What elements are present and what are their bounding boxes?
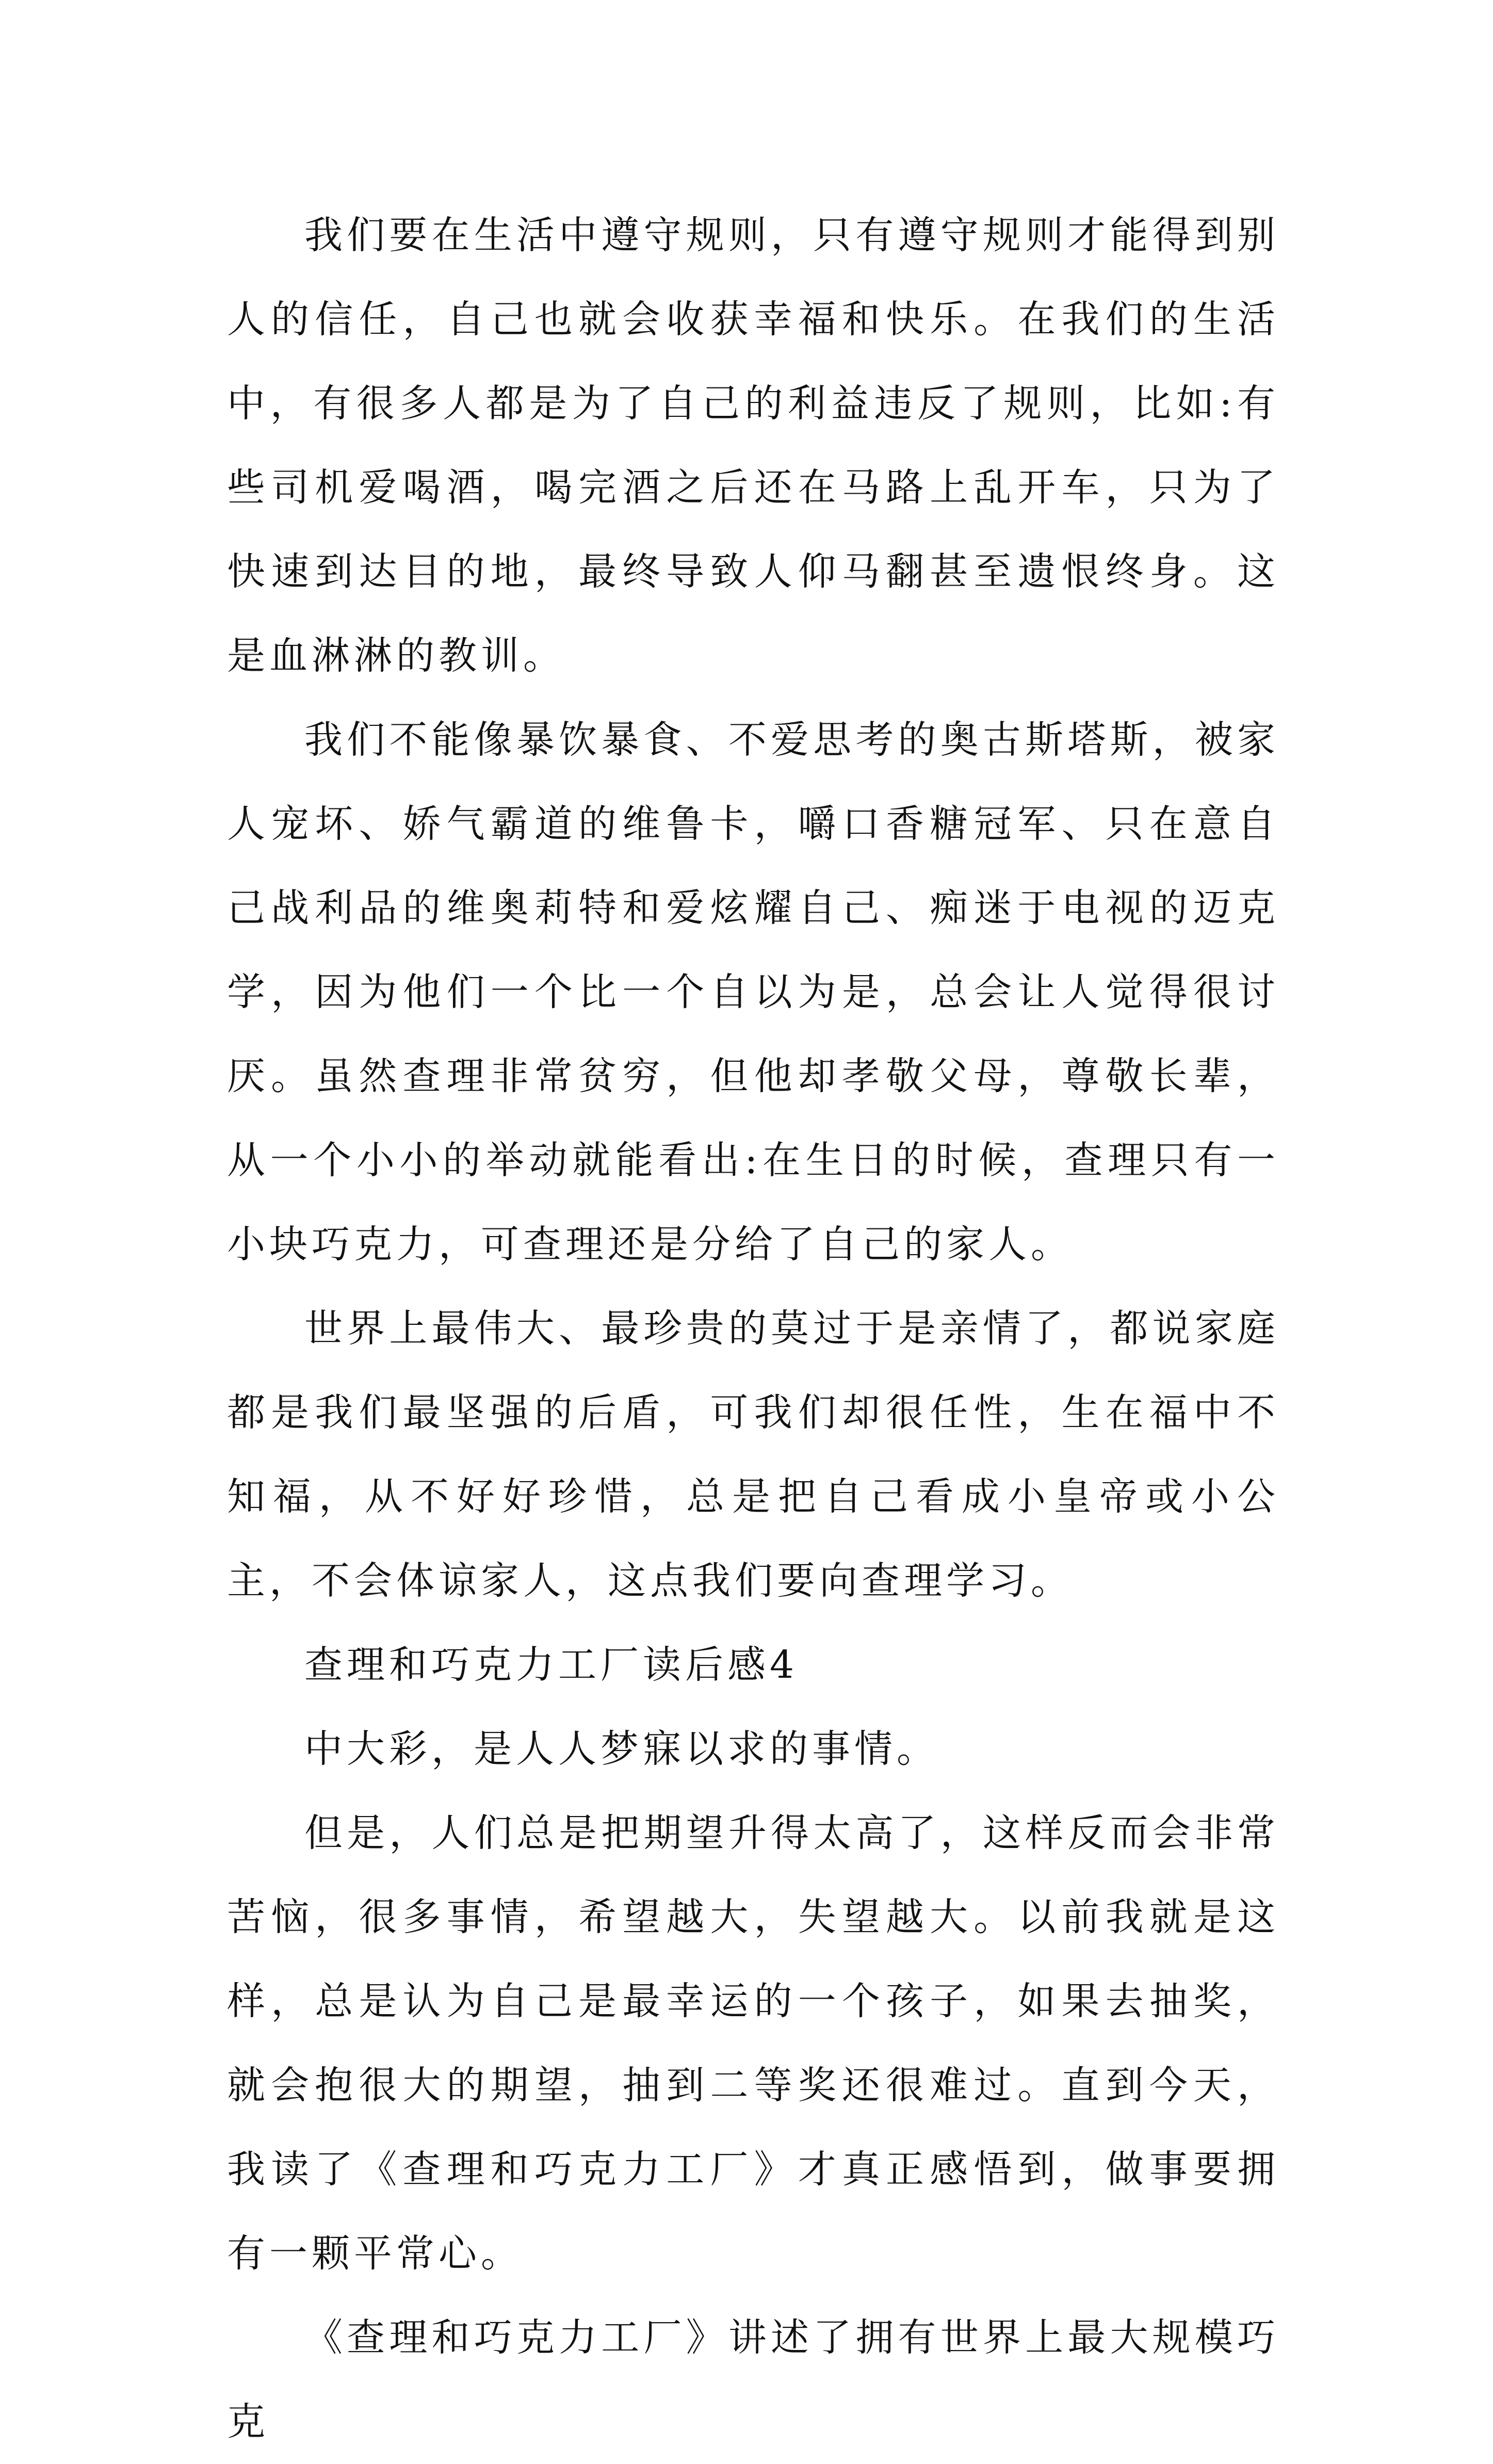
paragraph-characters: 我们不能像暴饮暴食、不爱思考的奥古斯塔斯，被家人宠坏、娇气霸道的维鲁卡，嚼口香糖冠军、只在意自己战利品的维奥莉特和爱炫耀自己、痴迷于电视的迈克学，因为他们一个比一个自以为是，总会让人觉得很讨厌。虽然查理非常贫穷，但他却孝敬父母，尊敬长辈，从一个小小的举动就能看出:在生日的时候，查理只有一小块巧克力，可查理还是分给了自己的家人。 — [227, 718, 1279, 1267]
body-text — [227, 193, 1279, 2464]
paragraph-family: 世界上最伟大、最珍贵的莫过于是亲情了，都说家庭都是我们最坚强的后盾，可我们却很任性，生在福中不知福，从不好好珍惜，总是把自己看成小皇帝或小公主，不会体谅家人，这点我们要向查理学习。 — [227, 1306, 1279, 1603]
section-heading: 查理和巧克力工厂读后感4 — [304, 1643, 799, 1687]
paragraph-lottery: 中大彩，是人人梦寐以求的事情。 — [304, 1727, 939, 1771]
paragraph-rules: 我们要在生活中遵守规则，只有遵守规则才能得到别人的信任，自己也就会收获幸福和快乐。在我们的生活中，有很多人都是为了自己的利益违反了规则，比如:有些司机爱喝酒，喝完酒之后还在马路上乱开车，只为了快速到达目的地，最终导致人仰马翻甚至遗恨终身。这是血淋淋的教训。 — [227, 213, 1279, 678]
paragraph-book-intro: 《查理和巧克力工厂》讲述了拥有世界上最大规模巧克 — [227, 2315, 1279, 2444]
paragraph-expectations: 但是，人们总是把期望升得太高了，这样反而会非常苦恼，很多事情，希望越大，失望越大。以前我就是这样，总是认为自己是最幸运的一个孩子，如果去抽奖，就会抱很大的期望，抽到二等奖还很难过。直到今天，我读了《查理和巧克力工厂》才真正感悟到，做事要拥有一颗平常心。 — [227, 1811, 1279, 2276]
